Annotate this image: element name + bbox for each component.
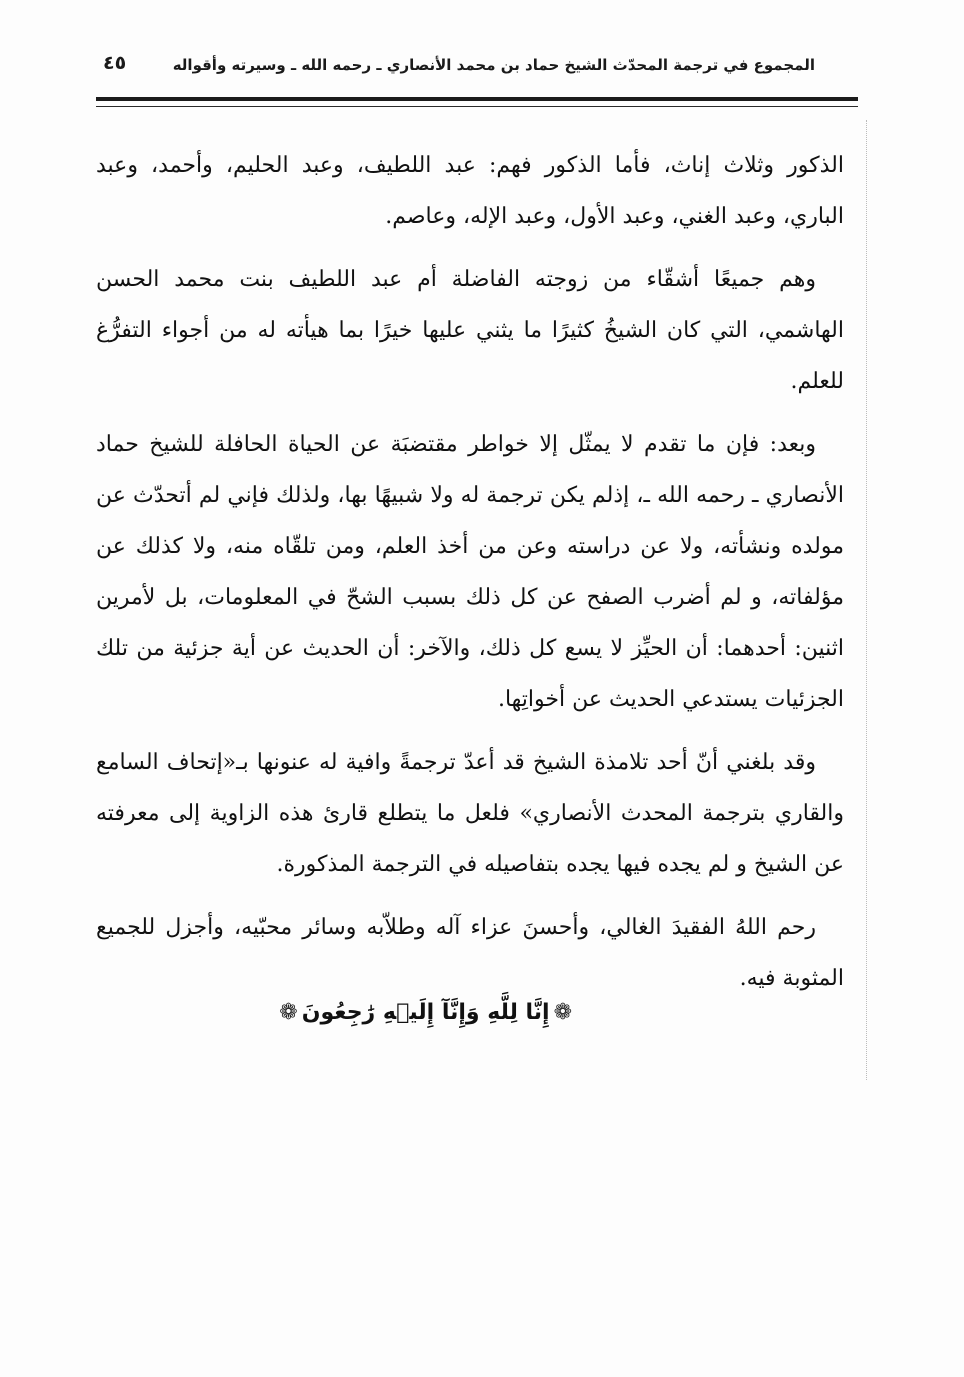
paragraph-biography-note: وقد بلغني أنّ أحد تلامذة الشيخ قد أعدّ ترجمةً وافية له عنونها بـ«إتحاف السامع والقاري بترجمة المحدث الأنصاري» فلعل ما يتطلع قارئ هذه الزاوية إلى معرفته عن الشيخ و لم يجده فيها يجده بتفاصيله في الترجمة المذكورة. — [96, 750, 844, 877]
page-header — [95, 50, 815, 90]
closing-verse — [279, 990, 576, 1036]
margin-dotted-line — [866, 120, 869, 1080]
header-rule-thick — [96, 97, 858, 101]
page-number: ٤٥ — [103, 52, 127, 74]
ornament-left-icon: ❁ — [279, 1000, 298, 1025]
ornament-right-icon: ❁ — [553, 1000, 572, 1025]
paragraph-wife: وهم جميعًا أشقّاء من زوجته الفاضلة أم عبد اللطيف بنت محمد الحسن الهاشمي، التي كان الشيخُ كثيرًا ما يثني عليها خيرًا بما هيأته له من أجواء التفرُّغ للعلم. — [96, 267, 844, 394]
closing-verse-text: إِنَّا لِلَّهِ وَإِنَّآ إِلَيۡهِ رَٰجِعُونَ — [301, 1000, 550, 1025]
body-text — [96, 140, 844, 1016]
running-title: المجموع في ترجمة المحدّث الشيخ حماد بن محمد الأنصاري ـ رحمه الله ـ وسيرته وأقواله — [172, 56, 815, 74]
paragraph-children-list: الذكور وثلاث إناث، فأما الذكور فهم: عبد اللطيف، وعبد الحليم، وأحمد، وعبد الباري، وعبد الغني، وعبد الأول، وعبد الإله، وعاصم. — [96, 153, 844, 229]
header-rule-thin — [96, 106, 858, 107]
paragraph-afterword: وبعد: فإن ما تقدم لا يمثّل إلا خواطر مقتضبَة عن الحياة الحافلة للشيخ حماد الأنصاري ـ رحمه الله ـ، إذلم يكن ترجمة له ولا شبيهًا بها، ولذلك فإني لم أتحدّث عن مولده ونشأته، ولا عن دراسته وعن من أخذ العلم، ومن تلقّاه منه، ولا كذلك عن مؤلفاته، و لم أضرب الصفح عن كل ذلك بسبب الشحّ في المعلومات، بل لأمرين اثنين: أحدهما: أن الحيِّز لا يسع كل ذلك، والآخر: أن الحديث عن أية جزئية من تلك الجزئيات يستدعي الحديث عن أخواتِها. — [96, 432, 844, 712]
paragraph-condolence: رحم اللهُ الفقيدَ الغالي، وأحسنَ عزاء آله وطلاّبه وسائر محبّيه، وأجزل للجميع المثوبة فيه. — [96, 915, 844, 991]
